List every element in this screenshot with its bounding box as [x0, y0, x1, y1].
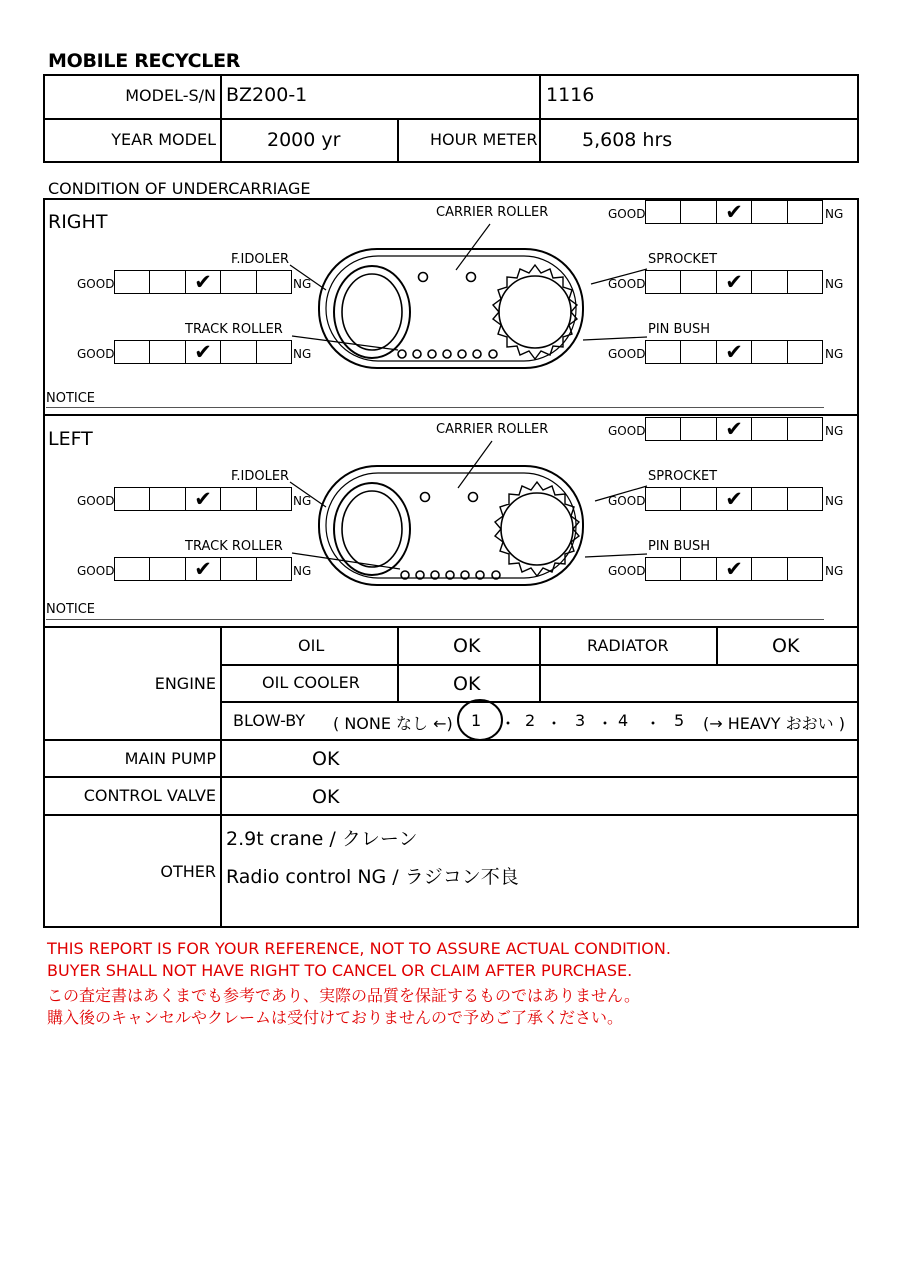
- side-left-label: LEFT: [48, 428, 93, 450]
- radiator-label: RADIATOR: [587, 636, 669, 655]
- blowby-heavy: (→ HEAVY おおい ): [703, 714, 845, 733]
- control-valve-value: OK: [312, 786, 340, 808]
- blowby-label: BLOW-BY: [233, 711, 306, 730]
- good-label: GOOD: [608, 347, 646, 361]
- ng-label: NG: [825, 347, 844, 361]
- good-label: GOOD: [608, 494, 646, 508]
- carrier-roller-label-right: CARRIER ROLLER: [436, 205, 549, 220]
- check-mark-icon: ✔: [194, 339, 212, 364]
- engine-label: ENGINE: [154, 674, 216, 693]
- blowby-scale-5: 5: [674, 711, 685, 730]
- oil-label: OIL: [298, 636, 325, 655]
- good-label: GOOD: [608, 207, 646, 221]
- f-idoler-label-left: F.IDOLER: [231, 469, 290, 484]
- notice-label-right: NOTICE: [46, 391, 96, 406]
- main-pump-label: MAIN PUMP: [124, 749, 216, 768]
- radiator-value: OK: [772, 635, 800, 657]
- disclaimer-line-1: THIS REPORT IS FOR YOUR REFERENCE, NOT TO ASSURE ACTUAL CONDITION.: [47, 939, 671, 958]
- good-label: GOOD: [77, 347, 115, 361]
- ng-label: NG: [293, 347, 312, 361]
- ng-label: NG: [825, 494, 844, 508]
- page-title: MOBILE RECYCLER: [48, 50, 241, 72]
- serial-value: 1116: [546, 84, 595, 106]
- control-valve-label: CONTROL VALVE: [83, 786, 216, 805]
- other-line-1: 2.9t crane / クレーン: [226, 828, 418, 850]
- pin-bush-label-left: PIN BUSH: [648, 539, 710, 554]
- notice-label-left: NOTICE: [46, 602, 96, 617]
- check-mark-icon: ✔: [725, 486, 743, 511]
- check-mark-icon: ✔: [725, 339, 743, 364]
- blowby-scale-3: 3: [575, 711, 586, 730]
- check-mark-icon: ✔: [194, 269, 212, 294]
- sprocket-right: [493, 265, 577, 359]
- check-mark-icon: ✔: [725, 416, 743, 441]
- blowby-scale-2: 2: [525, 711, 536, 730]
- disclaimer-line-3: この査定書はあくまでも参考であり、実際の品質を保証するものではありません。: [47, 986, 640, 1005]
- hour-meter-label: HOUR METER: [430, 130, 538, 149]
- track-roller-label-left: TRACK ROLLER: [185, 539, 283, 554]
- check-mark-icon: ✔: [725, 199, 743, 224]
- oil-cooler-label: OIL COOLER: [262, 673, 360, 692]
- track-roller-label-right: TRACK ROLLER: [185, 322, 283, 337]
- ng-label: NG: [293, 564, 312, 578]
- blowby-sep: ・: [597, 714, 614, 733]
- good-label: GOOD: [608, 564, 646, 578]
- hours-value: 5,608 hrs: [582, 129, 673, 151]
- sprocket-left: [495, 482, 579, 576]
- ng-label: NG: [825, 277, 844, 291]
- other-label: OTHER: [160, 862, 216, 881]
- blowby-scale-1: 1: [471, 711, 482, 730]
- side-right-label: RIGHT: [48, 211, 108, 233]
- f-idoler-label-right: F.IDOLER: [231, 252, 290, 267]
- good-label: GOOD: [608, 277, 646, 291]
- track-diagram-right: [290, 224, 647, 368]
- check-mark-icon: ✔: [725, 556, 743, 581]
- model-value: BZ200-1: [226, 84, 308, 106]
- blowby-sep: ・: [500, 714, 517, 733]
- check-mark-icon: ✔: [725, 269, 743, 294]
- disclaimer-line-2: BUYER SHALL NOT HAVE RIGHT TO CANCEL OR CLAIM AFTER PURCHASE.: [47, 961, 633, 980]
- good-label: GOOD: [77, 564, 115, 578]
- ng-label: NG: [825, 424, 844, 438]
- disclaimer-line-4: 購入後のキャンセルやクレームは受付けておりませんので予めご了承ください。: [47, 1008, 624, 1027]
- good-label: GOOD: [77, 494, 115, 508]
- year-model-label: YEAR MODEL: [111, 130, 216, 149]
- check-mark-icon: ✔: [194, 486, 212, 511]
- sprocket-label-right: SPROCKET: [648, 252, 718, 267]
- blowby-scale-4: 4: [618, 711, 629, 730]
- model-sn-label: MODEL-S/N: [125, 86, 216, 105]
- pin-bush-label-right: PIN BUSH: [648, 322, 710, 337]
- blowby-sep: ・: [546, 714, 563, 733]
- good-label: GOOD: [608, 424, 646, 438]
- ng-label: NG: [825, 564, 844, 578]
- ng-label: NG: [293, 494, 312, 508]
- ng-label: NG: [825, 207, 844, 221]
- year-value: 2000 yr: [267, 129, 341, 151]
- other-line-2: Radio control NG / ラジコン不良: [226, 866, 519, 888]
- track-diagram-left: [290, 441, 647, 585]
- check-mark-icon: ✔: [194, 556, 212, 581]
- oil-value: OK: [453, 635, 481, 657]
- main-pump-value: OK: [312, 748, 340, 770]
- blowby-sep: ・: [645, 714, 662, 733]
- sprocket-label-left: SPROCKET: [648, 469, 718, 484]
- undercarriage-heading: CONDITION OF UNDERCARRIAGE: [48, 179, 311, 198]
- ng-label: NG: [293, 277, 312, 291]
- good-label: GOOD: [77, 277, 115, 291]
- blowby-none: ( NONE なし ←): [333, 714, 453, 733]
- carrier-roller-label-left: CARRIER ROLLER: [436, 422, 549, 437]
- oil-cooler-value: OK: [453, 673, 481, 695]
